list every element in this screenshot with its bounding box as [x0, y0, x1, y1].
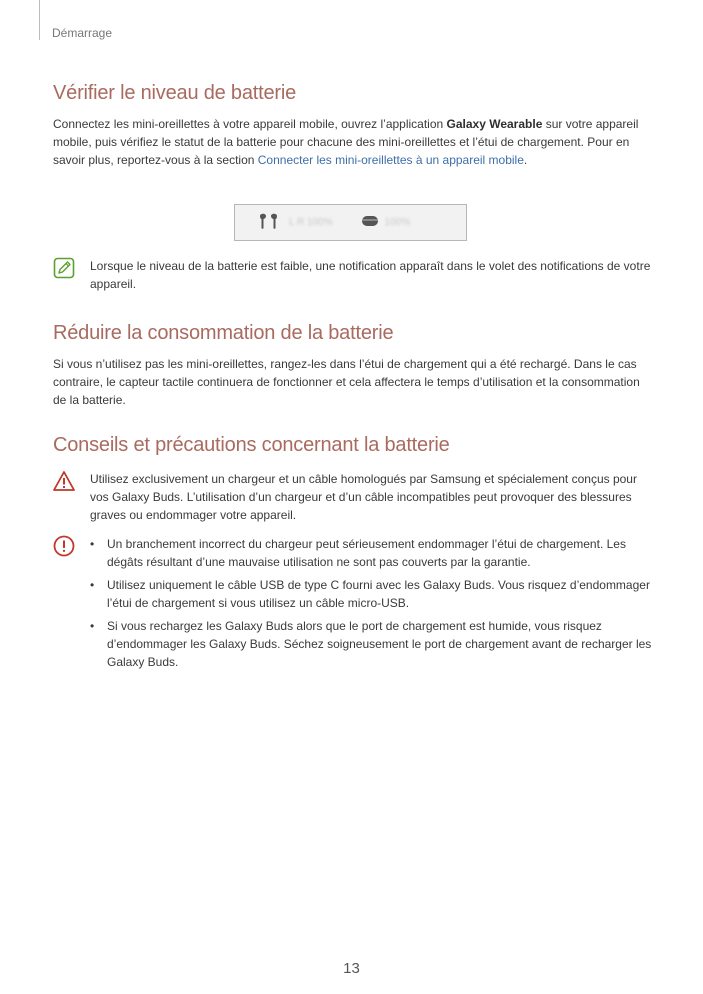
warning-block: [53, 470, 653, 524]
caution-exclamation-icon: [53, 535, 75, 557]
earbuds-icon: [257, 212, 283, 233]
section-header: Démarrage: [52, 26, 113, 40]
list-item: • Si vous rechargez les Galaxy Buds alors que le port de chargement est humide, vous risquez d’endommager les Galaxy Buds. Séchez soigneusement le port de chargement avant de recharger les Galaxy Buds.: [90, 617, 653, 671]
warning-triangle-icon: [53, 470, 75, 492]
connect-section-link[interactable]: Connecter les mini-oreillettes à un appareil mobile: [257, 153, 524, 167]
charging-case-icon: [361, 214, 379, 231]
list-item: • Utilisez uniquement le câble USB de type C fourni avec les Galaxy Buds. Vous risquez d’endommager l’étui de chargement si vous utilisez un câble micro-USB.: [90, 576, 653, 612]
page-number: 13: [343, 960, 360, 977]
battery-status-image: [234, 204, 467, 241]
caution-block: [53, 535, 653, 676]
caution-list: [90, 535, 653, 676]
heading-battery-tips: Conseils et précautions concernant la batterie: [53, 434, 450, 456]
battery-check-paragraph: Connectez les mini-oreillettes à votre appareil mobile, ouvrez l’application Galaxy Wearable sur votre appareil mobile, puis vérifiez le statut de la batterie pour chacune des mini-oreillettes et l’étui de chargement. Pour en savoir plus, reportez-vous à la section Connecter les mini-oreillettes à un appareil mobile.: [53, 117, 639, 167]
case-battery-text: 100%: [384, 217, 411, 228]
warning-text: Utilisez exclusivement un chargeur et un câble homologués par Samsung et spécialement conçus pour vos Galaxy Buds. L’utilisation d’un chargeur et d’un câble incompatibles peut provoquer des blessures graves ou endommager votre appareil.: [90, 472, 637, 522]
list-item: • Un branchement incorrect du chargeur peut sérieusement endommager l’étui de chargement. Les dégâts résultant d’une mauvaise utilisation ne sont pas couverts par la garantie.: [90, 535, 653, 571]
heading-battery-check: Vérifier le niveau de batterie: [53, 82, 297, 104]
note-block: [53, 257, 653, 293]
reduce-consumption-paragraph: Si vous n’utilisez pas les mini-oreillettes, rangez-les dans l’étui de chargement qui a été rechargé. Dans le cas contraire, le capteur tactile continuera de fonctionner et cela affectera le temps d’utilisation et la consommation de la batterie.: [53, 357, 640, 407]
app-name: Galaxy Wearable: [446, 117, 543, 131]
heading-reduce-consumption: Réduire la consommation de la batterie: [53, 322, 394, 344]
earbuds-battery-text: L R 100%: [289, 217, 333, 228]
note-text: Lorsque le niveau de la batterie est faible, une notification apparaît dans le volet des notifications de votre appareil.: [90, 259, 651, 291]
side-rule: [39, 0, 40, 40]
note-pencil-icon: [53, 257, 75, 279]
